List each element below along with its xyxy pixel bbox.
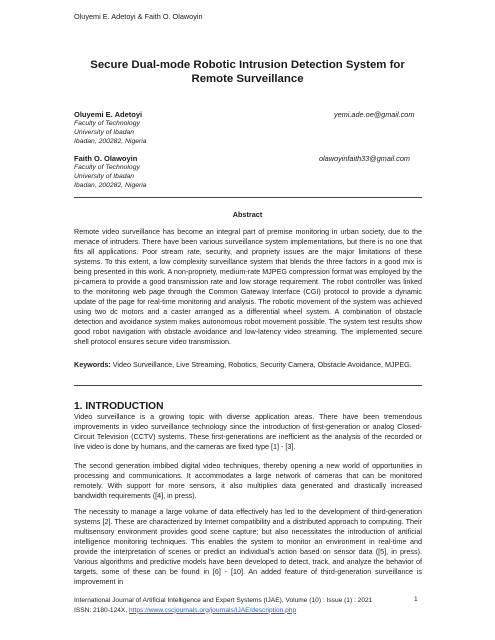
page-footer [74,596,422,615]
intro-paragraph-3: The necessity to manage a large volume of data effectively has led to the development of third-generation systems [2]. These are characterized by Internet compatibility and a distributed approach to computing. Their multisensory environment provides good scene capture; but also necessitates the introduction of artificial intelligence monitoring techniques. This enables the system to monitor an environment in real-time and provide the interpretation of scenes or predict an individual's action based on sensor data ([5], in press). Various algorithms and predictive models have been developed to detect, track, and analyze the behavior of targets, some of these can be found in [6] - [10]. An added feature of third-generation surveillance is improvement in [74,507,422,586]
intro-paragraph-1: Video surveillance is a growing topic with diverse application areas. There have been tremendous improvements in video surveillance technology since the introduction of first-generation or analog Closed-Circuit Television (CCTV) systems. These first-generations are inefficient as the analysis of the recorded or live video is done by humans, and the cameras are fixed type [1] - [3]. [74,412,422,451]
journal-link[interactable]: https://www.cscjournals.org/journals/IJAE/description.php [129,606,297,614]
abstract-heading: Abstract [232,210,263,219]
author-email[interactable]: olawoyinfaith33@gmail.com [319,154,410,163]
author-email[interactable]: yemi.ade.oe@gmail.com [334,110,415,119]
author-block-2 [74,154,147,190]
journal-citation: International Journal of Artificial Intelligence and Expert Systems (IJAE), Volume (10) : Issue (1) : 2021 [74,597,373,604]
keywords-text: Video Surveillance, Live Streaming, Robotics, Security Camera, Obstacle Avoidance, MJPEG. [112,360,412,369]
affiliation-line: Faculty of Technology [74,120,140,127]
author-block-1 [74,110,147,146]
title-line-1: Secure Dual-mode Robotic Intrusion Detection System for [90,59,405,71]
section-heading: 1. INTRODUCTION [74,401,164,412]
keywords-label: Keywords: [74,360,111,369]
divider [74,197,422,198]
affiliation-line: University of Ibadan [74,129,135,136]
abstract-text: Remote video surveillance has become an integral part of premise monitoring in urban society, due to the menace of intruders. There have been various surveillance system implementations, but there is no one that fits all applications. Poor stream rate, security, and propriety issues are the major limitations of these systems. To this extent, a low complexity surveillance system that blends the three factors in a good mix is being presented in this work. A non-propriety, medium-rate MJPEG compression format was employed by the pi-camera to provide a good transmission rate and low storage requirement. The robot controller was linked to the monitoring web page through the Common Gateway Interface (CGI) protocol to provide a dynamic update of the page for real-time monitoring and analysis. The robotic movement of the system was achieved using two dc motors and a caster arranged as a differential wheel system. A combination of obstacle detection and avoidance system makes autonomous robot movement possible. The system test results show good robot navigation with obstacle avoidance and low-latency video streaming. The implemented secure shell protocol ensures secure video transmission. [74,227,422,346]
keywords [74,360,422,370]
intro-paragraph-2: The second generation imbibed digital video techniques, thereby opening a new world of opportunities in processing and communications. It accommodates a large network of cameras that can be monitored remotely. With support for more sensors, it also multiplies data generated and drastically increased bandwidth requirements ([4], in press). [74,461,422,500]
author-name: Oluyemi E. Adetoyi [74,110,143,119]
page-number: 1 [414,596,418,603]
running-header: Oluyemi E. Adetoyi & Faith O. Olawoyin [74,12,203,21]
title-line-2: Remote Surveillance [191,73,304,85]
divider [74,385,422,386]
paper-title [0,58,495,86]
affiliation-line: Ibadan, 200282, Nigeria [74,182,147,189]
issn-line [74,606,422,616]
affiliation-line: Faculty of Technology [74,164,140,171]
affiliation-line: University of Ibadan [74,173,135,180]
author-name: Faith O. Olawoyin [74,154,138,163]
affiliation-line: Ibadan, 200282, Nigeria [74,138,147,145]
issn: ISSN: 2180-124X, [74,606,128,614]
